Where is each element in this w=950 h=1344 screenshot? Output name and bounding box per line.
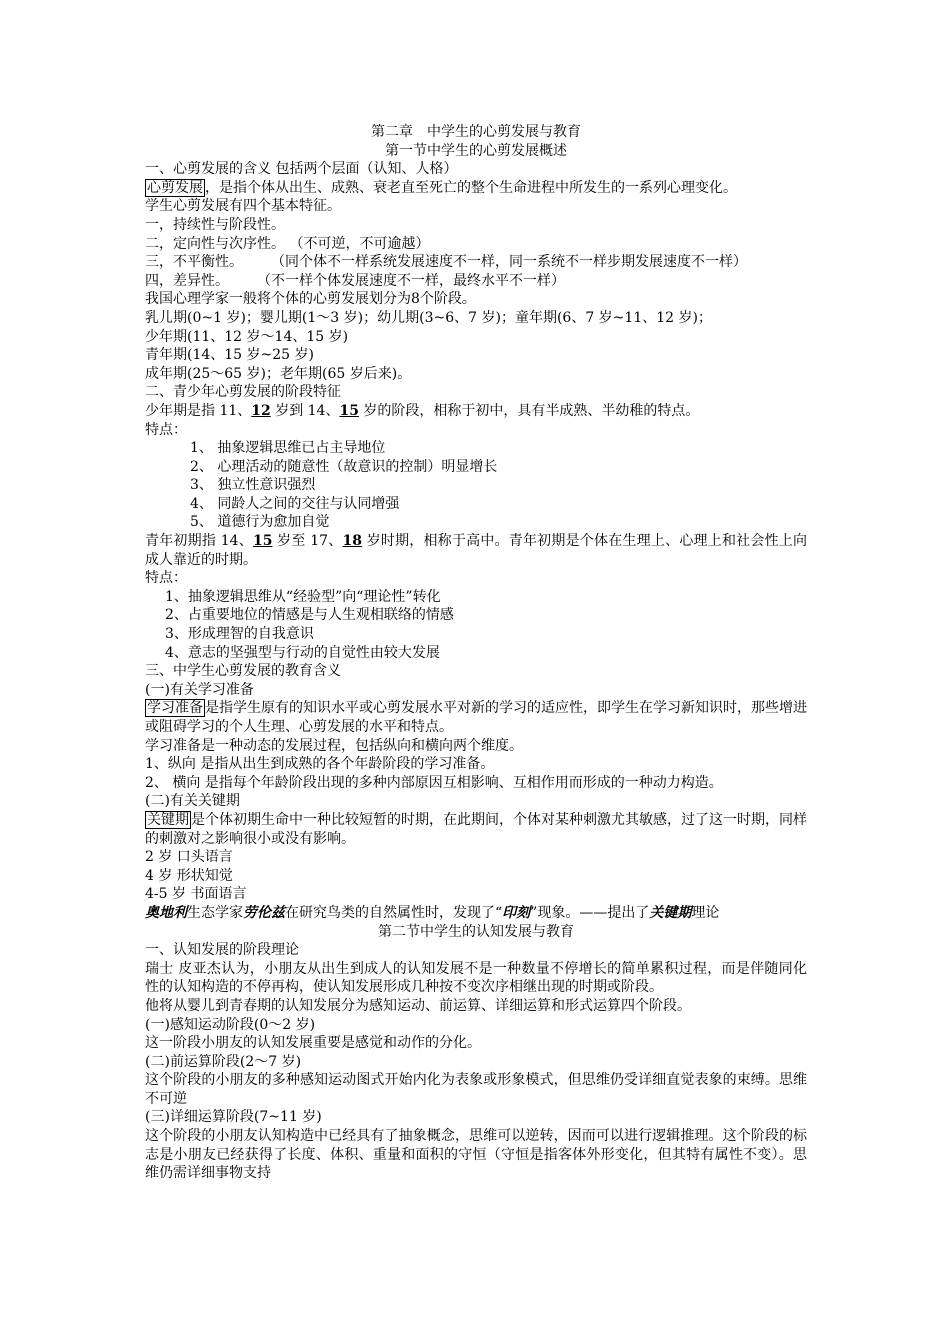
text-run: 抽象逻辑思维	[217, 440, 302, 457]
text-run: 3、形成理智的	[165, 626, 258, 643]
text-run: ，是指个体从出生、成熟、衰老直至死亡的整个生命进程中所发生的一系列	[205, 179, 667, 196]
paragraph-line	[145, 402, 807, 421]
text-run: (二)	[145, 1053, 170, 1070]
paragraph-line	[145, 495, 807, 514]
text-run: （故意识的控制）明显增长	[329, 458, 498, 475]
text-run: 性	[245, 477, 260, 494]
text-run: 期(25～65 岁)；	[173, 365, 281, 382]
paragraph-line	[145, 755, 807, 774]
text-run: 和	[551, 997, 565, 1014]
text-run: 性。	[257, 216, 285, 233]
paragraph-line	[145, 1071, 807, 1108]
paragraph-line	[145, 1016, 807, 1035]
boxed-term: 关键期	[147, 811, 189, 828]
paragraph-line	[145, 569, 807, 588]
text-run: 感觉和动作的分化	[355, 1035, 467, 1052]
paragraph-line	[145, 365, 807, 384]
paragraph-line	[145, 848, 807, 867]
text-run: 我国	[145, 291, 173, 308]
paragraph-line	[145, 1127, 807, 1183]
text-run: 一、认知发展的阶段理论	[145, 942, 299, 959]
text-run: 这一阶段小朋友的认知发展重要是	[145, 1035, 355, 1052]
text-run: 12	[251, 402, 271, 419]
text-run: 4 岁 形状知觉	[145, 867, 233, 884]
paragraph-line	[145, 1053, 807, 1072]
text-run: 是个体初期生命中一种比较短暂的时期，在此期间，个体对某种刺激尤其敏感，过了这一时期，同样的刺激对之影响很小或没有影响。	[145, 811, 807, 847]
paragraph-line	[145, 439, 807, 458]
paragraph-line	[145, 383, 807, 402]
text-run: ，使认知发展形成几种按不变次序相继出现的时期或阶段。	[299, 979, 663, 996]
paragraph-line	[145, 588, 807, 607]
text-run: 图式开始	[356, 1072, 413, 1089]
text-run: 伴随同化性的认知构造的不停再构	[145, 960, 808, 996]
text-run: 奥地利	[145, 904, 187, 921]
paragraph-line	[145, 774, 807, 793]
paragraph-line	[145, 532, 807, 569]
text-run: 的特点。	[643, 402, 700, 419]
text-run: 愈加	[273, 514, 302, 531]
text-run: 前运算阶段(2～7 岁)	[169, 1053, 302, 1070]
text-run: ”向“	[335, 588, 364, 605]
text-run: 。	[467, 1035, 481, 1052]
text-run: 由较大发展	[369, 644, 440, 661]
text-run: 横向	[172, 774, 201, 791]
paragraph-line	[145, 328, 807, 347]
text-run: 老年	[280, 365, 309, 382]
text-run: 少年	[145, 328, 173, 345]
text-run: 感知运动	[299, 1072, 357, 1089]
paragraph-line	[145, 1034, 807, 1053]
text-run: 青年	[145, 347, 173, 364]
paragraph-line	[145, 309, 807, 328]
text-run: 岁至 17、	[272, 533, 343, 550]
text-run: 5、	[190, 514, 218, 531]
text-run: ，因而可以进行逻辑推理。这个阶段的标志是小朋友已经获得了长度、体积、重量和面积的	[145, 1128, 808, 1163]
text-run: 与人生观相联络	[313, 607, 412, 624]
text-run: 是指学生原有的知识水平或心剪发展水平对新的学习的适应性，即学生在学习新知识时，那些增进或阻碍学习的个人生理、心剪发展的水平和特点。	[145, 700, 807, 735]
text-run: 认为，小朋友从出生到成人的认知发展不是一种数量不停增长的简单累积过程，而是	[221, 960, 751, 977]
paragraph-line	[145, 197, 807, 216]
text-run: 4、 同龄人之间的	[190, 495, 302, 512]
text-run: 意识	[259, 477, 288, 494]
text-run: 特点：	[145, 421, 187, 438]
paragraph-line	[145, 737, 807, 756]
text-run: 18	[342, 533, 362, 550]
paragraph-line	[145, 476, 807, 495]
paragraph-line	[145, 1108, 807, 1127]
text-run: 第二节中学生的认知发展与教育	[378, 923, 574, 940]
boxed-term: 心剪发展	[147, 179, 203, 196]
paragraph-line	[145, 792, 807, 811]
text-run: 守恒	[458, 1146, 487, 1163]
text-run: 可以逆转	[497, 1128, 554, 1145]
text-run: 需详细事物支持	[173, 1165, 271, 1182]
text-run: 期(1～3 岁)；	[287, 309, 378, 326]
text-run: ，具有	[503, 402, 546, 419]
text-run: 独立	[217, 477, 246, 494]
text-run: 次序	[229, 235, 257, 252]
text-run: 是指从出生到成熟的各个年龄阶段的学习准备。	[195, 756, 495, 773]
paragraph-line	[145, 160, 807, 179]
text-run: 关键期	[649, 904, 692, 921]
text-run: 四个阶段。	[621, 997, 691, 1014]
text-run: 三、中学生心剪发展的教育含义	[145, 663, 341, 680]
text-run: 半成熟、半幼稚	[545, 402, 644, 419]
text-run: 。	[723, 179, 737, 196]
paragraph-line	[145, 960, 807, 997]
paragraph-line	[145, 997, 807, 1016]
text-run: 纵向	[167, 756, 196, 773]
text-run: 与	[215, 216, 229, 233]
text-run: 持续性	[173, 216, 215, 233]
text-run: 思维不可逆	[145, 1072, 808, 1107]
paragraph-line	[145, 904, 807, 923]
text-run: 他将从婴儿到青春期的认知发展分为	[145, 997, 369, 1014]
text-run: 理论性	[363, 588, 406, 605]
paragraph-line	[145, 867, 807, 886]
text-run: 抽象	[398, 1128, 427, 1145]
text-run: 横向	[425, 737, 453, 754]
paragraph-line	[145, 290, 807, 309]
text-run: 这个阶段的小朋友认知构造中已经具有了	[145, 1128, 399, 1145]
text-run: 15	[339, 402, 359, 419]
text-run: 2、	[145, 774, 173, 791]
text-run: 性。 （不可逆，不可逾越）	[257, 235, 430, 252]
text-run: 这个阶段的小朋友的多种	[145, 1072, 300, 1089]
text-run: 初中	[475, 402, 504, 419]
text-run: 1、	[190, 440, 218, 457]
text-run: 纵向	[383, 737, 411, 754]
text-run: 理论	[691, 904, 720, 921]
paragraph-line	[145, 179, 807, 198]
text-run: 乳儿	[145, 309, 173, 326]
text-run: 已占主导地位	[301, 440, 386, 457]
text-run: 与	[215, 235, 229, 252]
text-run: 特点：	[145, 570, 187, 587]
text-run: 向成人靠近	[145, 533, 808, 568]
text-run: 成年	[145, 365, 173, 382]
text-run: 性。 （不一样个体发展速度不一样，最终水平不一样）	[201, 272, 565, 289]
text-run: 经验型	[293, 588, 336, 605]
text-run: 形式运算	[565, 997, 621, 1014]
text-run: ，但思维仍受详细直觉表象的束缚。	[553, 1072, 779, 1089]
text-run: 一，	[145, 216, 173, 233]
text-run: 印刻	[502, 904, 531, 921]
text-run: 童年	[514, 309, 543, 326]
text-run: 两个维度。	[453, 737, 523, 754]
paragraph-line	[145, 811, 807, 848]
text-run: 第一节中学生的心剪发展概述	[385, 142, 567, 159]
paragraph-line	[145, 142, 807, 161]
paragraph-line	[145, 699, 807, 736]
text-run: 的情感	[411, 607, 454, 624]
text-run: 高中	[466, 533, 495, 550]
text-run: 8	[411, 291, 420, 308]
text-run: 不平衡	[173, 254, 215, 271]
text-run: 感知运动阶段(0～2 岁)	[169, 1016, 316, 1033]
text-run: 3、	[190, 477, 218, 494]
text-run: 岁的阶段，相称于	[358, 402, 476, 419]
paragraph-line	[145, 458, 807, 477]
text-run: 四，	[145, 272, 173, 289]
text-run: 一、心剪发展的含义 包括两个层面（认知、人格）	[145, 161, 458, 178]
text-run: 劳伦兹	[243, 904, 285, 921]
text-run: （守恒是指客体外形变化，但其特有属性不变）。思维仍	[145, 1146, 808, 1182]
text-run: 内化	[412, 1072, 441, 1089]
text-run: 是指每个年龄阶段出现的多种内部原因互相影响、互相作用而形成的一种动力构造。	[200, 774, 723, 791]
text-run: 1、抽象逻辑思维从“	[165, 588, 294, 605]
text-run: (二)有关关键期	[145, 793, 240, 810]
text-run: (三)	[145, 1109, 170, 1126]
text-run: 阶段	[229, 216, 257, 233]
text-run: 岁到 14、	[270, 402, 340, 419]
text-run: 期(11、12 岁～14、15 岁)	[173, 328, 349, 345]
paragraph-line	[145, 644, 807, 663]
text-run: 为	[440, 1072, 455, 1089]
text-run: 。青年初期是个体在生理上、心理上和社会性上	[494, 533, 794, 550]
document-body	[145, 123, 807, 1183]
paragraph-line	[145, 681, 807, 700]
paragraph-line	[145, 253, 807, 272]
paragraph-line	[145, 421, 807, 440]
text-run: 与认同增强	[329, 495, 400, 512]
text-run: 心理变化	[667, 179, 723, 196]
paragraph-line	[145, 941, 807, 960]
text-run: 在研究鸟类的自然属性时，发现了“	[285, 904, 503, 921]
text-run: 2、占	[165, 607, 202, 624]
text-run: 期(6、7 岁~11、12 岁)；	[542, 309, 712, 326]
text-run: 幼儿	[377, 309, 406, 326]
text-run: (一)有关学习准备	[145, 681, 254, 698]
text-run: 交往	[301, 495, 330, 512]
text-run: ”现象。——提出了	[530, 904, 650, 921]
text-run: 定向性	[173, 235, 215, 252]
text-run: 心理学家一般将个体的心剪发展划分为	[173, 291, 411, 308]
text-run: 15	[252, 533, 273, 550]
chapter-title: 第二章 中学生的心剪发展与教育	[371, 124, 581, 140]
text-run: 期(14、15 岁~25 岁)	[173, 347, 314, 364]
text-run: 生态学家	[187, 904, 243, 921]
text-run: 二，	[145, 235, 173, 252]
text-run: 感知运动、前运算、详细运算	[369, 997, 551, 1014]
text-run: 个阶段。	[419, 291, 476, 308]
text-run: 学习准备是一种动态的发展过程，包括	[145, 737, 383, 754]
paragraph-line	[145, 885, 807, 904]
text-run: 期(65 岁后来)。	[308, 365, 412, 382]
text-run: 的时期。	[201, 551, 257, 568]
paragraph-line	[145, 625, 807, 644]
boxed-term: 学习准备	[147, 700, 203, 717]
text-run: 青年初期指 14、	[145, 533, 253, 550]
text-run: 婴儿	[259, 309, 288, 326]
paragraph-line	[145, 272, 807, 291]
text-run: 二、青少年心剪发展的阶段特征	[145, 384, 341, 401]
paragraph-line	[145, 513, 807, 532]
text-run: (一)	[145, 1016, 170, 1033]
text-run: 强烈	[287, 477, 316, 494]
text-run: 2 岁 口头语言	[145, 849, 233, 866]
paragraph-line	[145, 346, 807, 365]
text-run: 1、	[145, 756, 168, 773]
text-run: 道德行为	[217, 514, 274, 531]
text-run: 2、 心理活动的	[190, 458, 288, 475]
text-run: 瑞士 皮亚杰	[145, 960, 222, 977]
text-run: 性。 （同个体不一样系统发展速度不一样，同一系统不一样步期发展速度不一样）	[215, 254, 747, 271]
text-run: 4-5 岁 书面语言	[145, 886, 247, 903]
text-run: 岁时期，相称于	[361, 533, 467, 550]
text-run: 三，	[145, 254, 173, 271]
paragraph-line	[145, 923, 807, 942]
text-run: 自我意识	[257, 626, 314, 643]
text-run: 和	[411, 737, 425, 754]
text-run: 期(0~1 岁)；	[173, 309, 260, 326]
text-run: 随意性	[287, 458, 330, 475]
paragraph-line	[145, 235, 807, 254]
paragraph-line	[145, 662, 807, 681]
text-run: 表象或形象模式	[454, 1072, 554, 1089]
text-run: 学生心剪发展有四个基本特征。	[145, 198, 341, 215]
text-run: 期(3~6、7 岁)；	[405, 309, 515, 326]
text-run: ”转化	[405, 588, 441, 605]
text-run: 地位的情感是	[229, 607, 314, 624]
text-run: 概念，思维	[426, 1128, 498, 1145]
text-run: 4、意志的坚强型与行动的自觉性	[165, 644, 370, 661]
text-run: 自觉	[301, 514, 330, 531]
paragraph-line	[145, 216, 807, 235]
paragraph-line	[145, 606, 807, 625]
text-run: 差异	[173, 272, 201, 289]
text-run: 少年期是指 11、	[145, 402, 252, 419]
text-run: 详细运算阶段(7~11 岁)	[169, 1109, 322, 1126]
text-run: 重要	[201, 607, 230, 624]
